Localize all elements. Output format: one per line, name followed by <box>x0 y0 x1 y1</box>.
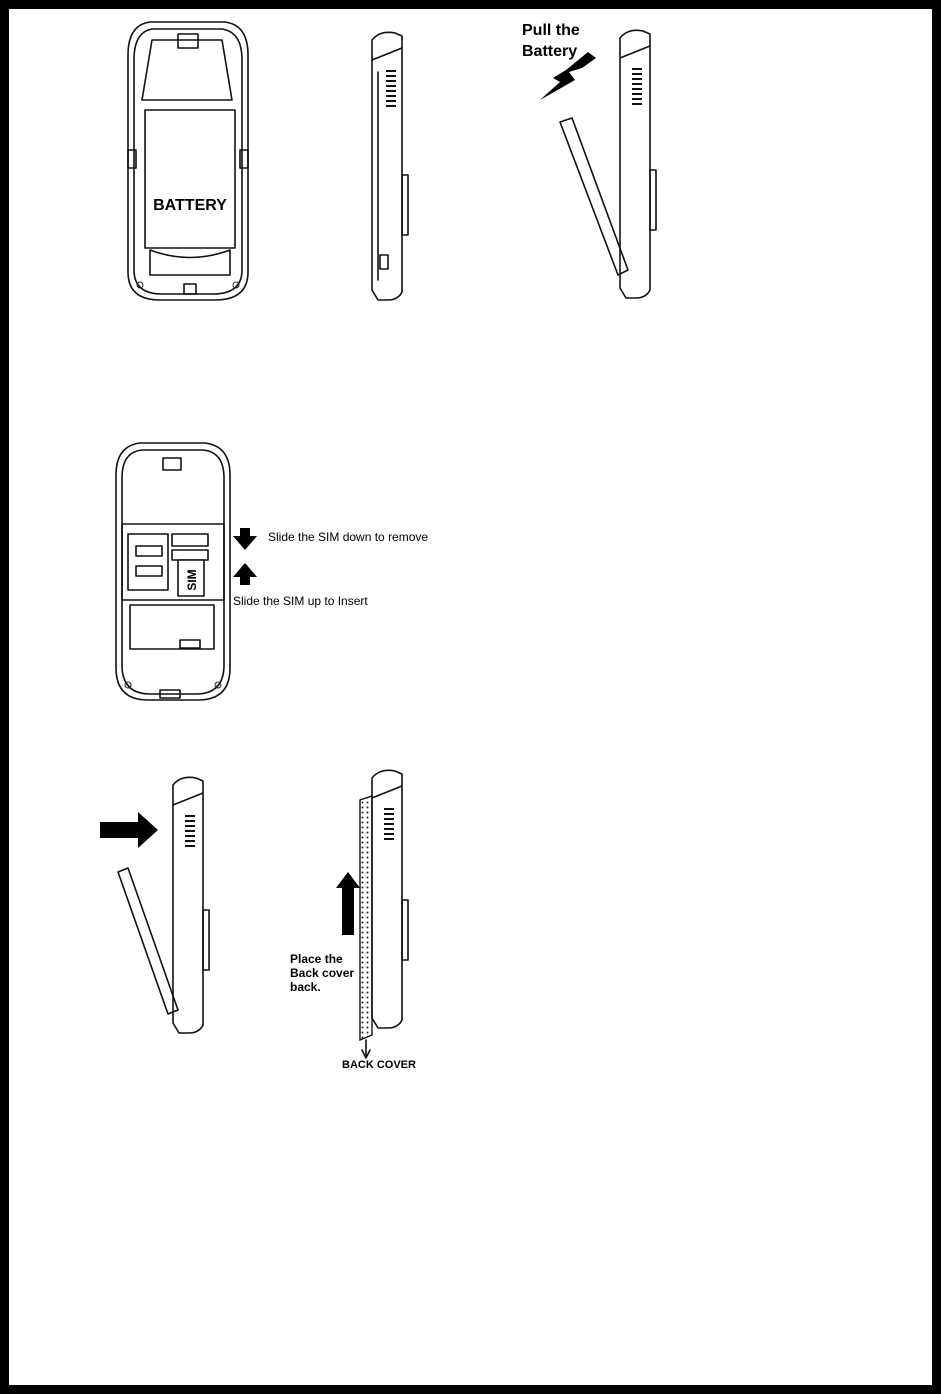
place-line3: back. <box>290 980 321 994</box>
battery <box>145 110 235 248</box>
pull-label-line2: Battery <box>522 43 578 60</box>
back-cover-part <box>360 796 372 1040</box>
phone-side-view <box>372 32 408 300</box>
phone-back-sim-slot <box>116 443 230 700</box>
phone-back-with-battery <box>128 22 248 300</box>
remove-instruction: Slide the SIM down to remove <box>268 530 429 544</box>
sim-label: SIM <box>185 569 199 591</box>
phone-side-insert-battery <box>100 777 209 1033</box>
insert-instruction: Slide the SIM up to Insert <box>233 594 368 608</box>
up-arrow-icon <box>336 872 360 935</box>
instruction-diagram <box>9 9 932 1385</box>
up-arrow-icon <box>233 563 257 585</box>
manual-page <box>9 9 932 1385</box>
down-arrow-icon <box>233 528 257 550</box>
place-line2: Back cover <box>290 966 355 980</box>
battery-label: BATTERY <box>153 197 227 214</box>
pull-label-line1: Pull the <box>522 22 580 39</box>
right-arrow-icon <box>100 812 158 848</box>
back-cover-label: BACK COVER <box>342 1059 416 1071</box>
battery-inserting <box>118 868 178 1014</box>
phone-side-pull-battery <box>522 22 656 298</box>
phone-side-back-cover <box>290 770 416 1071</box>
battery-pulled <box>560 118 628 275</box>
place-line1: Place the <box>290 952 343 966</box>
